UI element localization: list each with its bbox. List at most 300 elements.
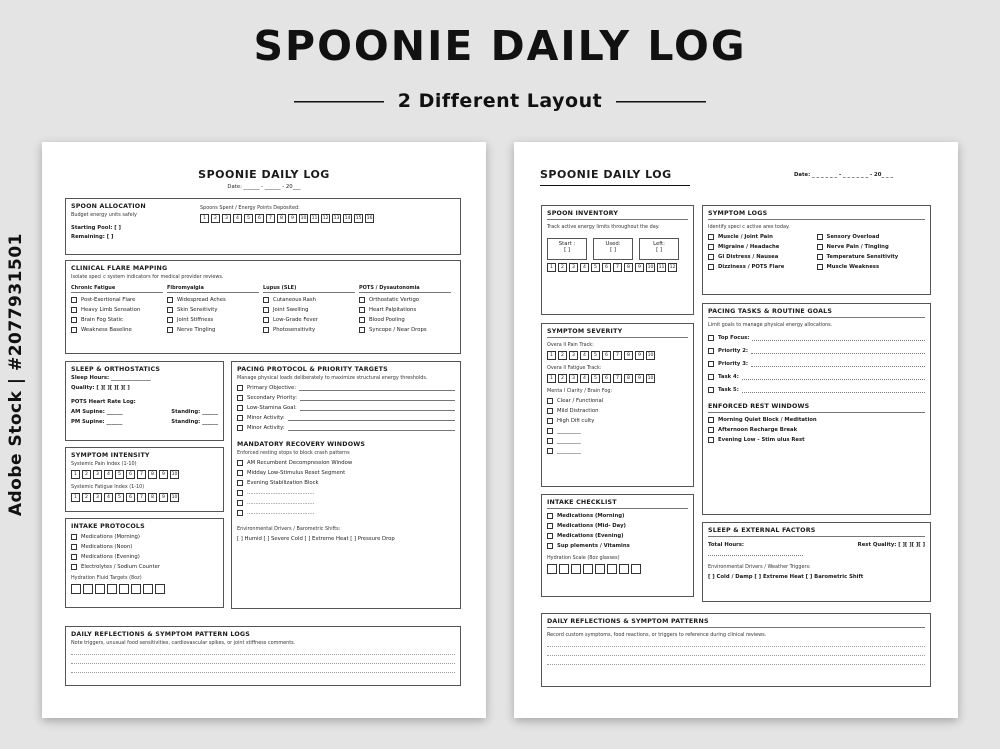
checklist-item[interactable] (71, 554, 218, 560)
checkbox[interactable] (817, 264, 823, 270)
number-box[interactable]: 9 (635, 374, 644, 383)
checklist-item[interactable] (547, 418, 688, 424)
checklist-label: Evening Stabilization Block (247, 480, 319, 486)
checklist-item[interactable] (263, 327, 359, 333)
checkbox[interactable] (708, 234, 714, 240)
checklist-item[interactable] (167, 327, 263, 333)
fatigue-number-boxes (547, 374, 688, 383)
number-box[interactable]: 4 (580, 263, 589, 272)
checkbox[interactable] (708, 348, 714, 354)
checkbox[interactable] (71, 307, 77, 313)
number-box[interactable]: 3 (93, 470, 102, 479)
checkbox[interactable] (547, 398, 553, 404)
number-box[interactable]: 2 (558, 263, 567, 272)
section-title: INTAKE PROTOCOLS (71, 523, 145, 530)
checklist-item[interactable] (237, 395, 455, 401)
remaining-field[interactable]: Remaining: [ ] (71, 234, 114, 240)
pacing-task[interactable] (708, 361, 925, 367)
number-box[interactable]: 8 (624, 374, 633, 383)
task-label: Top Focus: (718, 335, 750, 341)
number-box[interactable]: 5 (591, 351, 600, 360)
checkbox[interactable] (708, 335, 714, 341)
checkbox[interactable] (167, 297, 173, 303)
checklist-item[interactable] (708, 427, 925, 433)
checklist-label: Muscle / Joint Pain (718, 234, 773, 240)
number-box[interactable]: 8 (148, 493, 157, 502)
hydration-box[interactable] (595, 564, 605, 574)
writing-line[interactable] (71, 655, 455, 664)
number-box[interactable]: 2 (558, 351, 567, 360)
sleep-quality-field[interactable]: Quality: [ ][ ][ ][ ][ ] (71, 385, 130, 391)
checklist-label: Low-Grade Fever (273, 317, 318, 323)
flare-columns (71, 285, 455, 333)
checklist-item[interactable] (547, 513, 688, 519)
rest-quality-field[interactable]: Rest Quality: [ ][ ][ ][ ] (857, 542, 925, 548)
number-box[interactable]: 6 (255, 214, 264, 223)
spoon-number-boxes (547, 263, 697, 272)
number-box[interactable]: 5 (591, 263, 600, 272)
task-label: Task 4: (718, 374, 739, 380)
hydration-boxes (71, 584, 218, 594)
writing-line[interactable] (71, 646, 455, 655)
recovery-subtitle: Enforced resting stops to block crash patterns (237, 450, 350, 456)
column-heading: Lupus (SLE) (263, 285, 355, 293)
checkbox[interactable] (237, 425, 243, 431)
hydration-box[interactable] (95, 584, 105, 594)
checkbox[interactable] (708, 361, 714, 367)
writing-line[interactable] (547, 656, 925, 665)
section-title: SYMPTOM INTENSITY (71, 452, 150, 459)
number-box[interactable]: 12 (669, 265, 676, 270)
date-field: Date: _ _ _ _ _ _ - _ _ _ _ _ _ - 20_ _ _ (794, 172, 894, 178)
checkbox[interactable] (708, 417, 714, 423)
checkbox[interactable] (547, 533, 553, 539)
section-title: SLEEP & EXTERNAL FACTORS (708, 527, 816, 534)
section-subtitle: Manage physical loads deliberately to maximize structural energy thresholds. (237, 375, 428, 381)
checklist-label: Minor Activity: (247, 425, 285, 431)
number-box[interactable]: 1 (547, 374, 556, 383)
checkbox[interactable] (167, 317, 173, 323)
number-box[interactable]: 9 (635, 263, 644, 272)
hydration-box[interactable] (71, 584, 81, 594)
checklist-item[interactable] (547, 408, 688, 414)
checklist-item[interactable] (263, 307, 359, 313)
checkbox[interactable] (71, 554, 77, 560)
total-hours-field[interactable]: Total Hours: (708, 542, 745, 548)
number-box[interactable]: 7 (613, 351, 622, 360)
flare-column (263, 285, 359, 333)
checkbox[interactable] (263, 307, 269, 313)
checklist-label: _________ (557, 438, 581, 444)
number-box[interactable]: 9 (288, 214, 297, 223)
checklist-item[interactable] (547, 533, 688, 539)
number-box[interactable]: 8 (277, 214, 286, 223)
checklist-item[interactable] (71, 307, 167, 313)
checklist-item[interactable] (359, 307, 455, 313)
checkbox[interactable] (237, 415, 243, 421)
section-subtitle: Record custom symptoms, food reactions, or triggers to reference during clinical reviews. (547, 632, 767, 638)
checkbox[interactable] (263, 327, 269, 333)
checklist-item[interactable] (237, 490, 455, 496)
pacing-task[interactable] (708, 387, 925, 393)
hydration-box[interactable] (583, 564, 593, 574)
section-title: SYMPTOM LOGS (708, 210, 768, 217)
checklist-item[interactable] (817, 244, 926, 250)
checklist-label: Sup plements / Vitamins (557, 543, 630, 549)
checkbox[interactable] (237, 385, 243, 391)
checklist-item[interactable] (263, 297, 359, 303)
number-box[interactable]: 6 (602, 351, 611, 360)
checklist-label: Midday Low-Stimulus Reset Segment (247, 470, 346, 476)
number-box[interactable]: 1 (547, 351, 556, 360)
number-box[interactable]: 7 (137, 470, 146, 479)
number-box[interactable]: 6 (602, 374, 611, 383)
checkbox[interactable] (817, 254, 823, 260)
checklist-item[interactable] (708, 417, 925, 423)
checklist-item[interactable] (167, 317, 263, 323)
number-box[interactable]: 8 (624, 351, 633, 360)
checklist-label: Photosensitivity (273, 327, 316, 333)
pm-supine-field[interactable]: PM Supine: ______ (71, 419, 123, 425)
checklist-item[interactable] (547, 543, 688, 549)
brain-fog-label: Menta l Clarity / Brain Fog: (547, 388, 613, 394)
number-box[interactable]: 4 (580, 374, 589, 383)
hydration-box[interactable] (107, 584, 117, 594)
flare-column (167, 285, 263, 333)
flare-column (71, 285, 167, 333)
number-box[interactable]: 9 (635, 351, 644, 360)
checklist-label: Evening Low - Stim ulus Rest (718, 437, 805, 443)
number-box[interactable]: 5 (244, 214, 253, 223)
page-title: SPOONIE DAILY LOG (540, 168, 672, 181)
task-label: Priority 2: (718, 348, 749, 354)
number-box[interactable]: 1 (547, 263, 556, 272)
hydration-box[interactable] (571, 564, 581, 574)
number-box[interactable]: 14 (344, 216, 351, 221)
pacing-lines (237, 385, 455, 431)
number-box[interactable]: 7 (137, 493, 146, 502)
spoon-allocation-section (65, 198, 461, 255)
checklist-label: Morning Quiet Block / Meditation (718, 417, 817, 423)
number-box[interactable]: 10 (300, 216, 307, 221)
checkbox[interactable] (708, 254, 714, 260)
hydration-box[interactable] (631, 564, 641, 574)
checklist-item[interactable] (237, 500, 455, 506)
checkbox[interactable] (71, 297, 77, 303)
number-box[interactable]: 10 (171, 495, 178, 500)
number-box[interactable]: 2 (82, 470, 91, 479)
checklist-item[interactable] (359, 327, 455, 333)
checklist-label: Minor Activity: (247, 415, 285, 421)
checklist-item[interactable] (817, 264, 926, 270)
number-box[interactable]: 16 (366, 216, 373, 221)
fatigue-number-boxes (71, 493, 218, 502)
checkbox[interactable] (71, 327, 77, 333)
intake-checklist-section (541, 494, 694, 597)
checklist-item[interactable] (708, 244, 817, 250)
column-heading: Fibromyalgia (167, 285, 259, 293)
checklist-item[interactable] (547, 428, 688, 434)
number-box[interactable]: 7 (266, 214, 275, 223)
checklist-item[interactable] (547, 523, 688, 529)
number-box[interactable]: 7 (613, 374, 622, 383)
number-box[interactable]: 10 (647, 265, 654, 270)
checklist-label: Syncope / Near Drops (369, 327, 427, 333)
number-box[interactable]: 10 (647, 376, 654, 381)
checkbox[interactable] (71, 317, 77, 323)
hydration-box[interactable] (119, 584, 129, 594)
daily-patterns-section (541, 613, 931, 687)
am-standing-field[interactable]: Standing: ______ (171, 409, 218, 415)
section-subtitle: Identify speci c active ares today. (708, 224, 790, 230)
checklist-label: Heart Palpitations (369, 307, 417, 313)
hydration-box[interactable] (155, 584, 165, 594)
symptom-logs-section (702, 205, 931, 295)
am-supine-field[interactable]: AM Supine: ______ (71, 409, 123, 415)
checkbox[interactable] (708, 437, 714, 443)
pain-track-label: Overa ll Pain Track: (547, 342, 594, 348)
checkbox[interactable] (237, 395, 243, 401)
number-box[interactable]: 10 (647, 353, 654, 358)
checklist-item[interactable] (547, 398, 688, 404)
checkbox[interactable] (263, 297, 269, 303)
number-box[interactable]: 3 (93, 493, 102, 502)
hydration-box[interactable] (547, 564, 557, 574)
number-box[interactable]: 1 (71, 493, 80, 502)
checklist-item[interactable] (708, 264, 817, 270)
checkbox[interactable] (237, 460, 243, 466)
checklist-item[interactable] (359, 297, 455, 303)
checklist-label: Afternoon Recharge Break (718, 427, 798, 433)
checklist-item[interactable] (71, 544, 218, 550)
number-box[interactable]: 8 (148, 470, 157, 479)
hydration-box[interactable] (619, 564, 629, 574)
checklist-label: Weakness Baseline (81, 327, 132, 333)
hydration-box[interactable] (559, 564, 569, 574)
hydration-box[interactable] (83, 584, 93, 594)
checkbox[interactable] (237, 470, 243, 476)
checklist-item[interactable] (547, 438, 688, 444)
checkbox[interactable] (237, 510, 243, 516)
checkbox[interactable] (71, 544, 77, 550)
hydration-box[interactable] (143, 584, 153, 594)
hydration-box[interactable] (607, 564, 617, 574)
number-box[interactable]: 4 (580, 351, 589, 360)
checkbox[interactable] (817, 234, 823, 240)
checklist-item[interactable] (263, 317, 359, 323)
checkbox[interactable] (237, 500, 243, 506)
number-box[interactable]: 8 (624, 263, 633, 272)
checklist-item[interactable] (167, 297, 263, 303)
number-box[interactable]: 2 (82, 493, 91, 502)
number-box[interactable]: 9 (159, 493, 168, 502)
checkbox[interactable] (359, 317, 365, 323)
number-box[interactable]: 11 (311, 216, 318, 221)
number-box[interactable]: 15 (355, 216, 362, 221)
checkbox[interactable] (359, 307, 365, 313)
checklist-label: Medications (Noon) (81, 544, 133, 550)
checklist-item[interactable] (71, 534, 218, 540)
checklist-item[interactable] (71, 317, 167, 323)
section-title: PACING TASKS & ROUTINE GOALS (708, 308, 833, 315)
checkbox[interactable] (547, 448, 553, 454)
writing-line[interactable] (547, 638, 925, 647)
number-box[interactable]: 11 (658, 265, 665, 270)
pm-standing-field[interactable]: Standing: ______ (171, 419, 218, 425)
checklist-item[interactable] (237, 510, 455, 516)
checklist-label: AM Recumbent Decompression Window (247, 460, 353, 466)
spoon-number-boxes (200, 214, 374, 223)
date-field: Date: ______ - ______ - 20___ (227, 184, 301, 190)
number-box[interactable]: 1 (71, 470, 80, 479)
checklist-item[interactable] (71, 564, 218, 570)
checklist-label: Sensory Overload (826, 234, 880, 240)
pain-number-boxes (547, 351, 688, 360)
section-subtitle: Budget energy units safely (71, 212, 137, 218)
starting-pool-field[interactable]: Starting Pool: [ ] (71, 225, 121, 231)
checklist-item[interactable] (237, 385, 455, 391)
checklist-item[interactable] (71, 327, 167, 333)
pacing-task-list (708, 335, 925, 393)
task-label: Task 5: (718, 387, 739, 393)
number-box[interactable]: 3 (569, 374, 578, 383)
checkbox[interactable] (547, 438, 553, 444)
number-box[interactable]: 6 (126, 470, 135, 479)
environment-options[interactable]: [ ] Cold / Damp [ ] Extreme Heat [ ] Barometric Shift (708, 574, 864, 580)
rest-windows-checklist (708, 417, 925, 443)
checklist-label: Brain Fog Static (81, 317, 123, 323)
checklist-label: Migraine / Headache (718, 244, 780, 250)
number-box[interactable]: 2 (558, 374, 567, 383)
writing-line[interactable] (547, 647, 925, 656)
number-box[interactable]: 5 (591, 374, 600, 383)
number-box[interactable]: 12 (322, 216, 329, 221)
checklist-item[interactable] (237, 405, 455, 411)
environment-options[interactable]: [ ] Humid [ ] Severe Cold [ ] Extreme Heat [ ] Pressure Drop (237, 536, 395, 542)
right-layout-page (514, 142, 958, 718)
checkbox[interactable] (167, 307, 173, 313)
checklist-item[interactable] (708, 234, 817, 240)
checklist-item[interactable] (547, 448, 688, 454)
checkbox[interactable] (237, 480, 243, 486)
checkbox[interactable] (547, 543, 553, 549)
hydration-boxes (547, 564, 688, 574)
sleep-orthostatics-section (65, 361, 224, 441)
section-title: SLEEP & ORTHOSTATICS (71, 366, 161, 373)
pacing-task[interactable] (708, 348, 925, 354)
number-box[interactable]: 3 (222, 214, 231, 223)
checkbox[interactable] (708, 374, 714, 380)
number-box[interactable]: 3 (569, 263, 578, 272)
fatigue-track-label: Overa ll Fatigue Track: (547, 365, 602, 371)
left-box[interactable]: Left: [ ] (639, 238, 679, 260)
hero-subtitle: 2 Different Layout (0, 90, 1000, 112)
checklist-item[interactable] (237, 425, 455, 431)
hydration-box[interactable] (131, 584, 141, 594)
checkbox[interactable] (547, 408, 553, 414)
sleep-hours-field[interactable]: Sleep Hours: _______________ (71, 375, 151, 381)
checkbox[interactable] (817, 244, 823, 250)
checklist-item[interactable] (71, 297, 167, 303)
number-box[interactable]: 3 (569, 351, 578, 360)
number-box[interactable]: 5 (115, 470, 124, 479)
checklist-item[interactable] (237, 460, 455, 466)
number-box[interactable]: 2 (211, 214, 220, 223)
checkbox[interactable] (359, 327, 365, 333)
checkbox[interactable] (71, 534, 77, 540)
number-box[interactable]: 9 (159, 470, 168, 479)
section-title: PACING PROTOCOL & PRIORITY TARGETS (237, 366, 388, 373)
number-box[interactable]: 6 (126, 493, 135, 502)
number-box[interactable]: 4 (233, 214, 242, 223)
number-box[interactable]: 7 (613, 263, 622, 272)
spoons-spent-label: Spoons Spent / Energy Points Deposited: (200, 205, 300, 211)
checkbox[interactable] (547, 428, 553, 434)
task-label: Priority 3: (718, 361, 749, 367)
section-title: SYMPTOM SEVERITY (547, 328, 623, 335)
checklist-label: Medications (Evening) (81, 554, 140, 560)
pacing-task[interactable] (708, 374, 925, 380)
number-box[interactable]: 13 (333, 216, 340, 221)
checklist-item[interactable] (237, 415, 455, 421)
number-box[interactable]: 6 (602, 263, 611, 272)
number-box[interactable]: 4 (104, 493, 113, 502)
checklist-item[interactable] (167, 307, 263, 313)
used-box[interactable]: Used: [ ] (593, 238, 633, 260)
checklist-label: Muscle Weakness (826, 264, 880, 270)
number-box[interactable]: 4 (104, 470, 113, 479)
checklist-item[interactable] (237, 480, 455, 486)
environment-label: Environmental Drivers / Weather Triggers: (708, 564, 811, 570)
symptom-intensity-section (65, 447, 224, 512)
checkbox[interactable] (547, 513, 553, 519)
checkbox[interactable] (263, 317, 269, 323)
checkbox[interactable] (71, 564, 77, 570)
start-box[interactable]: Start : [ ] (547, 238, 587, 260)
checklist-item[interactable] (817, 234, 926, 240)
checkbox[interactable] (708, 244, 714, 250)
checklist-item[interactable] (708, 437, 925, 443)
checkbox[interactable] (237, 405, 243, 411)
checkbox[interactable] (708, 387, 714, 393)
hero-title: SPOONIE DAILY LOG (253, 22, 747, 70)
brain-fog-checklist (547, 398, 688, 454)
number-box[interactable]: 5 (115, 493, 124, 502)
checkbox[interactable] (237, 490, 243, 496)
page-title: SPOONIE DAILY LOG (198, 168, 330, 181)
checklist-label: Medications (Mid- Day) (557, 523, 626, 529)
pacing-task[interactable] (708, 335, 925, 341)
checkbox[interactable] (547, 523, 553, 529)
number-box[interactable]: 10 (171, 472, 178, 477)
pain-index-label: Systemic Pain Index (1-10) (71, 461, 137, 467)
checkbox[interactable] (359, 297, 365, 303)
section-subtitle: Isolate speci c system indicators for medical provider reviews. (71, 274, 224, 280)
checklist-item[interactable] (359, 317, 455, 323)
checklist-item[interactable] (237, 470, 455, 476)
checklist-item[interactable] (817, 254, 926, 260)
section-subtitle: Note triggers, unusual food sensitivities, cardiovascular spikes, or joint stiffness comments. (71, 640, 296, 646)
number-box[interactable]: 1 (200, 214, 209, 223)
writing-line[interactable] (71, 664, 455, 673)
checkbox[interactable] (708, 264, 714, 270)
section-title: SPOON ALLOCATION (71, 203, 146, 210)
checkbox[interactable] (167, 327, 173, 333)
checkbox[interactable] (547, 418, 553, 424)
checkbox[interactable] (708, 427, 714, 433)
checklist-label: Heavy Limb Sensation (81, 307, 141, 313)
checklist-item[interactable] (708, 254, 817, 260)
